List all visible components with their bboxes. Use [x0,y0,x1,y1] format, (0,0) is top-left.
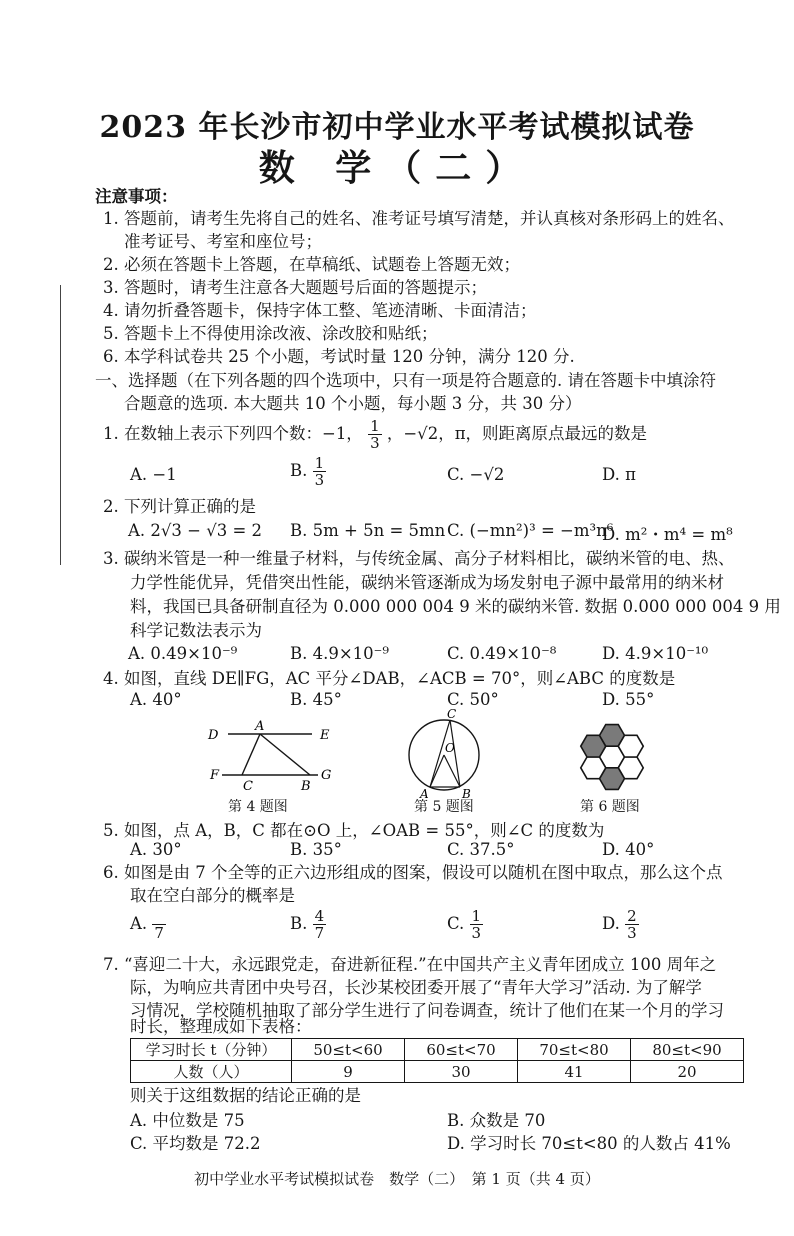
table-header-cell: 50≤t<60 [292,1039,405,1061]
figure-4-caption: 第 4 题图 [228,799,288,815]
q7-option-b: B. 众数是 70 [447,1111,546,1130]
page-footer: 初中学业水平考试模拟试卷 数学（二） 第 1 页（共 4 页） [194,1170,600,1188]
q1-fraction-num: 1 [370,417,380,435]
note-item-6: 6. 本学科试卷共 25 个小题，考试时量 120 分钟，满分 120 分. [103,347,575,366]
exam-title: 2023 年长沙市初中学业水平考试模拟试卷 [99,110,695,145]
q3-stem-line-2: 力学性能优异，凭借突出性能，碳纳米管逐渐成为场发射电子源中最常用的纳米材 [130,573,724,592]
q2-stem: 2. 下列计算正确的是 [103,497,256,516]
figure-4-diagram [200,718,340,798]
hexagon [618,735,643,757]
fig5-label-o: O [445,741,455,755]
q6-option-a-fraction [152,908,166,941]
q4-option-c: C. 50° [447,690,499,709]
q6-option-c-num: 1 [471,907,482,925]
fig4-label-g: G [321,768,332,783]
q7-stem-line-4: 时长，整理成如下表格： [130,1017,312,1036]
fig5-label-c: C [447,708,457,721]
q2-option-c: C. (−mn²)³ = −m³n⁶ [447,521,614,540]
q4-option-d: D. 55° [602,690,655,709]
q3-option-a: A. 0.49×10⁻⁹ [128,644,238,663]
table-header-row [131,1039,744,1061]
q4-option-a: A. 40° [130,690,182,709]
table-row [131,1061,744,1083]
segment-ab [260,734,310,775]
q1-option-a: A. −1 [130,465,177,484]
study-time-table [130,1038,744,1083]
q6-option-a-den: 7 [154,924,164,942]
section-heading-2: 合题意的选项. 本大题共 10 个小题，每小题 3 分，共 30 分） [124,394,582,413]
q6-stem-line-1: 6. 如图是由 7 个全等的正六边形组成的图案，假设可以随机在图中取点，那么这个点 [103,863,723,882]
table-cell: 9 [292,1061,405,1083]
q6-option-d-fraction [625,908,639,941]
figure-5-caption: 第 5 题图 [414,799,474,815]
q1-option-b-fraction [313,455,327,488]
hexagon [581,757,606,779]
fig4-label-e: E [320,728,330,743]
q1-option-c: C. −√2 [447,465,505,484]
table-cell: 20 [631,1061,744,1083]
fig4-label-c: C [243,779,253,794]
q6-option-c-den: 3 [471,924,482,942]
q1-option-b-label: B. [290,461,308,480]
fig4-label-a: A [255,719,265,734]
q2-option-a: A. 2√3 − √3 = 2 [128,521,263,540]
q1-stem-part-b: ，−√2，π，则距离原点最远的数是 [386,424,648,443]
q3-stem-line-1: 3. 碳纳米管是一种一维量子材料，与传统金属、高分子材料相比，碳纳米管的电、热、 [103,549,735,568]
q6-option-b [290,908,326,941]
q6-option-d [602,908,639,941]
table-cell: 人数（人） [131,1061,292,1083]
q5-option-b: B. 35° [290,840,342,859]
q6-option-d-num: 2 [627,907,637,925]
section-heading-1: 一、选择题（在下列各题的四个选项中，只有一项是符合题意的. 请在答题卡中填涂符 [95,371,716,390]
q1-stem-part-a: 1. 在数轴上表示下列四个数：−1， [103,424,363,443]
q1-fraction-den: 3 [370,434,380,452]
q3-stem-line-4: 科学记数法表示为 [130,621,262,640]
q7-stem-line-1: 7. “喜迎二十大，永远跟党走，奋进新征程.”在中国共产主义青年团成立 100 周年之 [103,955,717,974]
q6-option-b-fraction [313,908,327,941]
margin-line [60,285,61,565]
note-item-3: 3. 答题时，请考生注意各大题题号后面的答题提示； [103,278,487,297]
q7-stem-line-2: 际，为响应共青团中央号召，长沙某校团委开展了“青年大学习”活动. 为了解学 [130,978,702,997]
q3-option-d: D. 4.9×10⁻¹⁰ [602,644,709,663]
q6-option-b-num: 4 [314,907,325,925]
notes-heading: 注意事项： [95,187,178,206]
figure-6-caption: 第 6 题图 [580,799,640,815]
q6-option-c-fraction [470,908,484,941]
q2-option-d: D. m²・m⁴ = m⁸ [602,525,733,544]
q3-option-c: C. 0.49×10⁻⁸ [447,644,557,663]
q7-option-d: D. 学习时长 70≤t<80 的人数占 41% [447,1134,731,1153]
figure-6-diagram [572,718,652,796]
q3-option-b: B. 4.9×10⁻⁹ [290,644,389,663]
q1-option-d: D. π [602,465,636,484]
note-item-1: 1. 答题前，请考生先将自己的姓名、准考证号填写清楚，并认真核对条形码上的姓名、 [103,209,735,228]
note-item-5: 5. 答题卡上不得使用涂改液、涂改胶和贴纸； [103,324,438,343]
q5-stem: 5. 如图，点 A，B，C 都在⊙O 上，∠OAB = 55°，则∠C 的度数为 [103,821,605,840]
fig4-label-d: D [208,728,219,743]
table-header-cell: 学习时长 t（分钟） [131,1039,292,1061]
q6-option-b-den: 7 [314,924,325,942]
table-cell: 41 [518,1061,631,1083]
q4-stem: 4. 如图，直线 DE∥FG，AC 平分∠DAB，∠ACB = 70°，则∠ABC 的度数是 [103,669,676,688]
fig5-label-a: A [420,787,429,800]
note-item-4: 4. 请勿折叠答题卡，保持字体工整、笔迹清晰、卡面清洁； [103,301,537,320]
q6-option-d-den: 3 [627,924,637,942]
q6-option-a [130,908,166,941]
segment-ac [242,734,260,775]
q6-option-a-label: A. [130,914,148,933]
q4-option-b: B. 45° [290,690,342,709]
table-header-cell: 60≤t<70 [405,1039,518,1061]
q6-option-c [447,908,483,941]
q1-option-b-den: 3 [314,471,325,489]
exam-subtitle: 数 学（二） [258,147,536,189]
q7-option-c: C. 平均数是 72.2 [130,1134,261,1153]
q1-option-b [290,455,326,488]
hexagon-grid [581,725,644,790]
note-item-1-cont: 准考证号、考室和座位号； [124,232,322,251]
q6-option-c-label: C. [447,914,465,933]
q7-conclusion: 则关于这组数据的结论正确的是 [130,1086,361,1105]
q1-fraction [368,418,382,451]
q5-option-d: D. 40° [602,840,655,859]
segment-oa [430,755,444,787]
q5-option-c: C. 37.5° [447,840,515,859]
q7-stem-line-3: 习情况，学校随机抽取了部分学生进行了问卷调查，统计了他们在某一个月的学习 [130,1001,724,1020]
q6-option-d-label: D. [602,914,620,933]
fig5-label-b: B [462,787,471,800]
q7-option-a: A. 中位数是 75 [130,1111,245,1130]
note-item-2: 2. 必须在答题卡上答题，在草稿纸、试题卷上答题无效； [103,255,520,274]
q6-stem-line-2: 取在空白部分的概率是 [130,886,295,905]
q3-stem-line-3: 料，我国已具备研制直径为 0.000 000 004 9 米的碳纳米管. 数据 0.000 000 004 9 用 [130,597,781,616]
table-header-cell: 70≤t<80 [518,1039,631,1061]
fig4-label-b: B [301,779,311,794]
q5-option-a: A. 30° [130,840,182,859]
q6-option-a-num [152,908,166,925]
fig4-label-f: F [210,768,220,783]
q1-stem [103,418,647,451]
q6-option-b-label: B. [290,914,308,933]
q1-option-b-num: 1 [314,454,325,472]
table-header-cell: 80≤t<90 [631,1039,744,1061]
q2-option-b: B. 5m + 5n = 5mn [290,521,446,540]
table-cell: 30 [405,1061,518,1083]
figure-5-diagram [400,708,490,800]
